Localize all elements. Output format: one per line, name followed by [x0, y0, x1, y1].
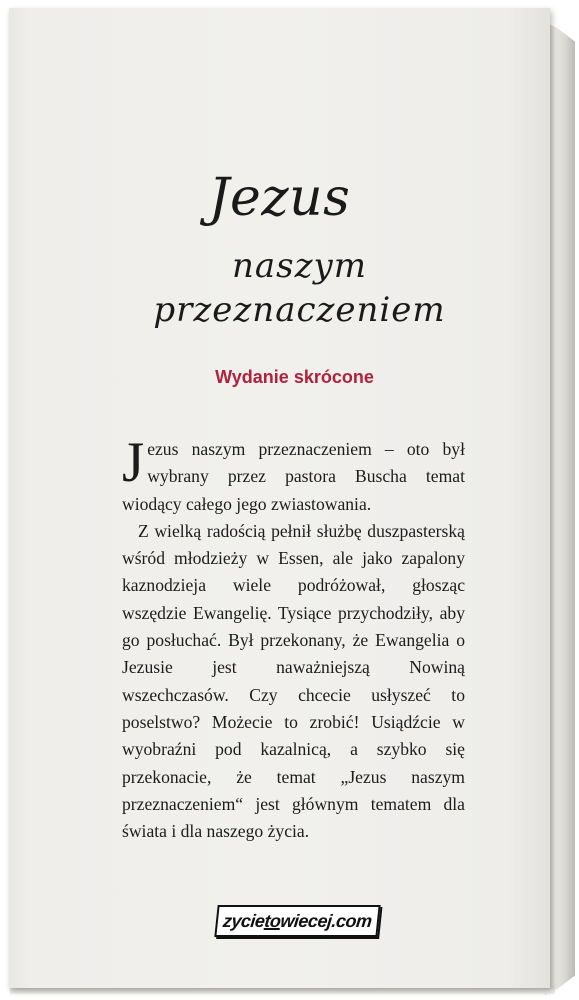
book-subtitle-line1: naszym [232, 246, 367, 286]
blurb-paragraph-1-text: ezus naszym przeznaczeniem – oto był wybrany przez pastora Buscha temat wiodący całego jego zwiastowania. [122, 439, 465, 514]
book-title: Jezus [208, 168, 351, 228]
logo-part-3: wiecej.com [279, 911, 373, 931]
edition-label: Wydanie skrócone [215, 367, 374, 387]
back-cover [9, 8, 550, 988]
blurb-paragraph-2: Z wielką radością pełnił służbę duszpasterską wśród młodzieży w Essen, ale jako zapalony kaznodzieja wiele podróżował, głosząc wszędzie Ewangelię. Tysiące przychodziły, aby go posłuchać. Był przekonany, że Ewangelia o Jezusie jest naważniejszą Nowiną wszechczasów. Czy chcecie usłyszeć to poselstwo? Możecie to zrobić! Usiądźcie w wyobraźni pod kazalnicą, a szybko się przekonacie, że temat „Jezus naszym przeznaczeniem“ jest głównym tematem dla świata i dla naszego życia. [122, 520, 465, 842]
logo-part-2: to [263, 911, 282, 931]
blurb-paragraph-1 [122, 431, 465, 518]
blurb-text [122, 431, 465, 845]
publisher-logo [214, 905, 380, 937]
logo-part-1: zycie [221, 911, 266, 931]
drop-cap: J [122, 431, 145, 494]
book-subtitle-line2: przeznaczeniem [153, 290, 446, 330]
